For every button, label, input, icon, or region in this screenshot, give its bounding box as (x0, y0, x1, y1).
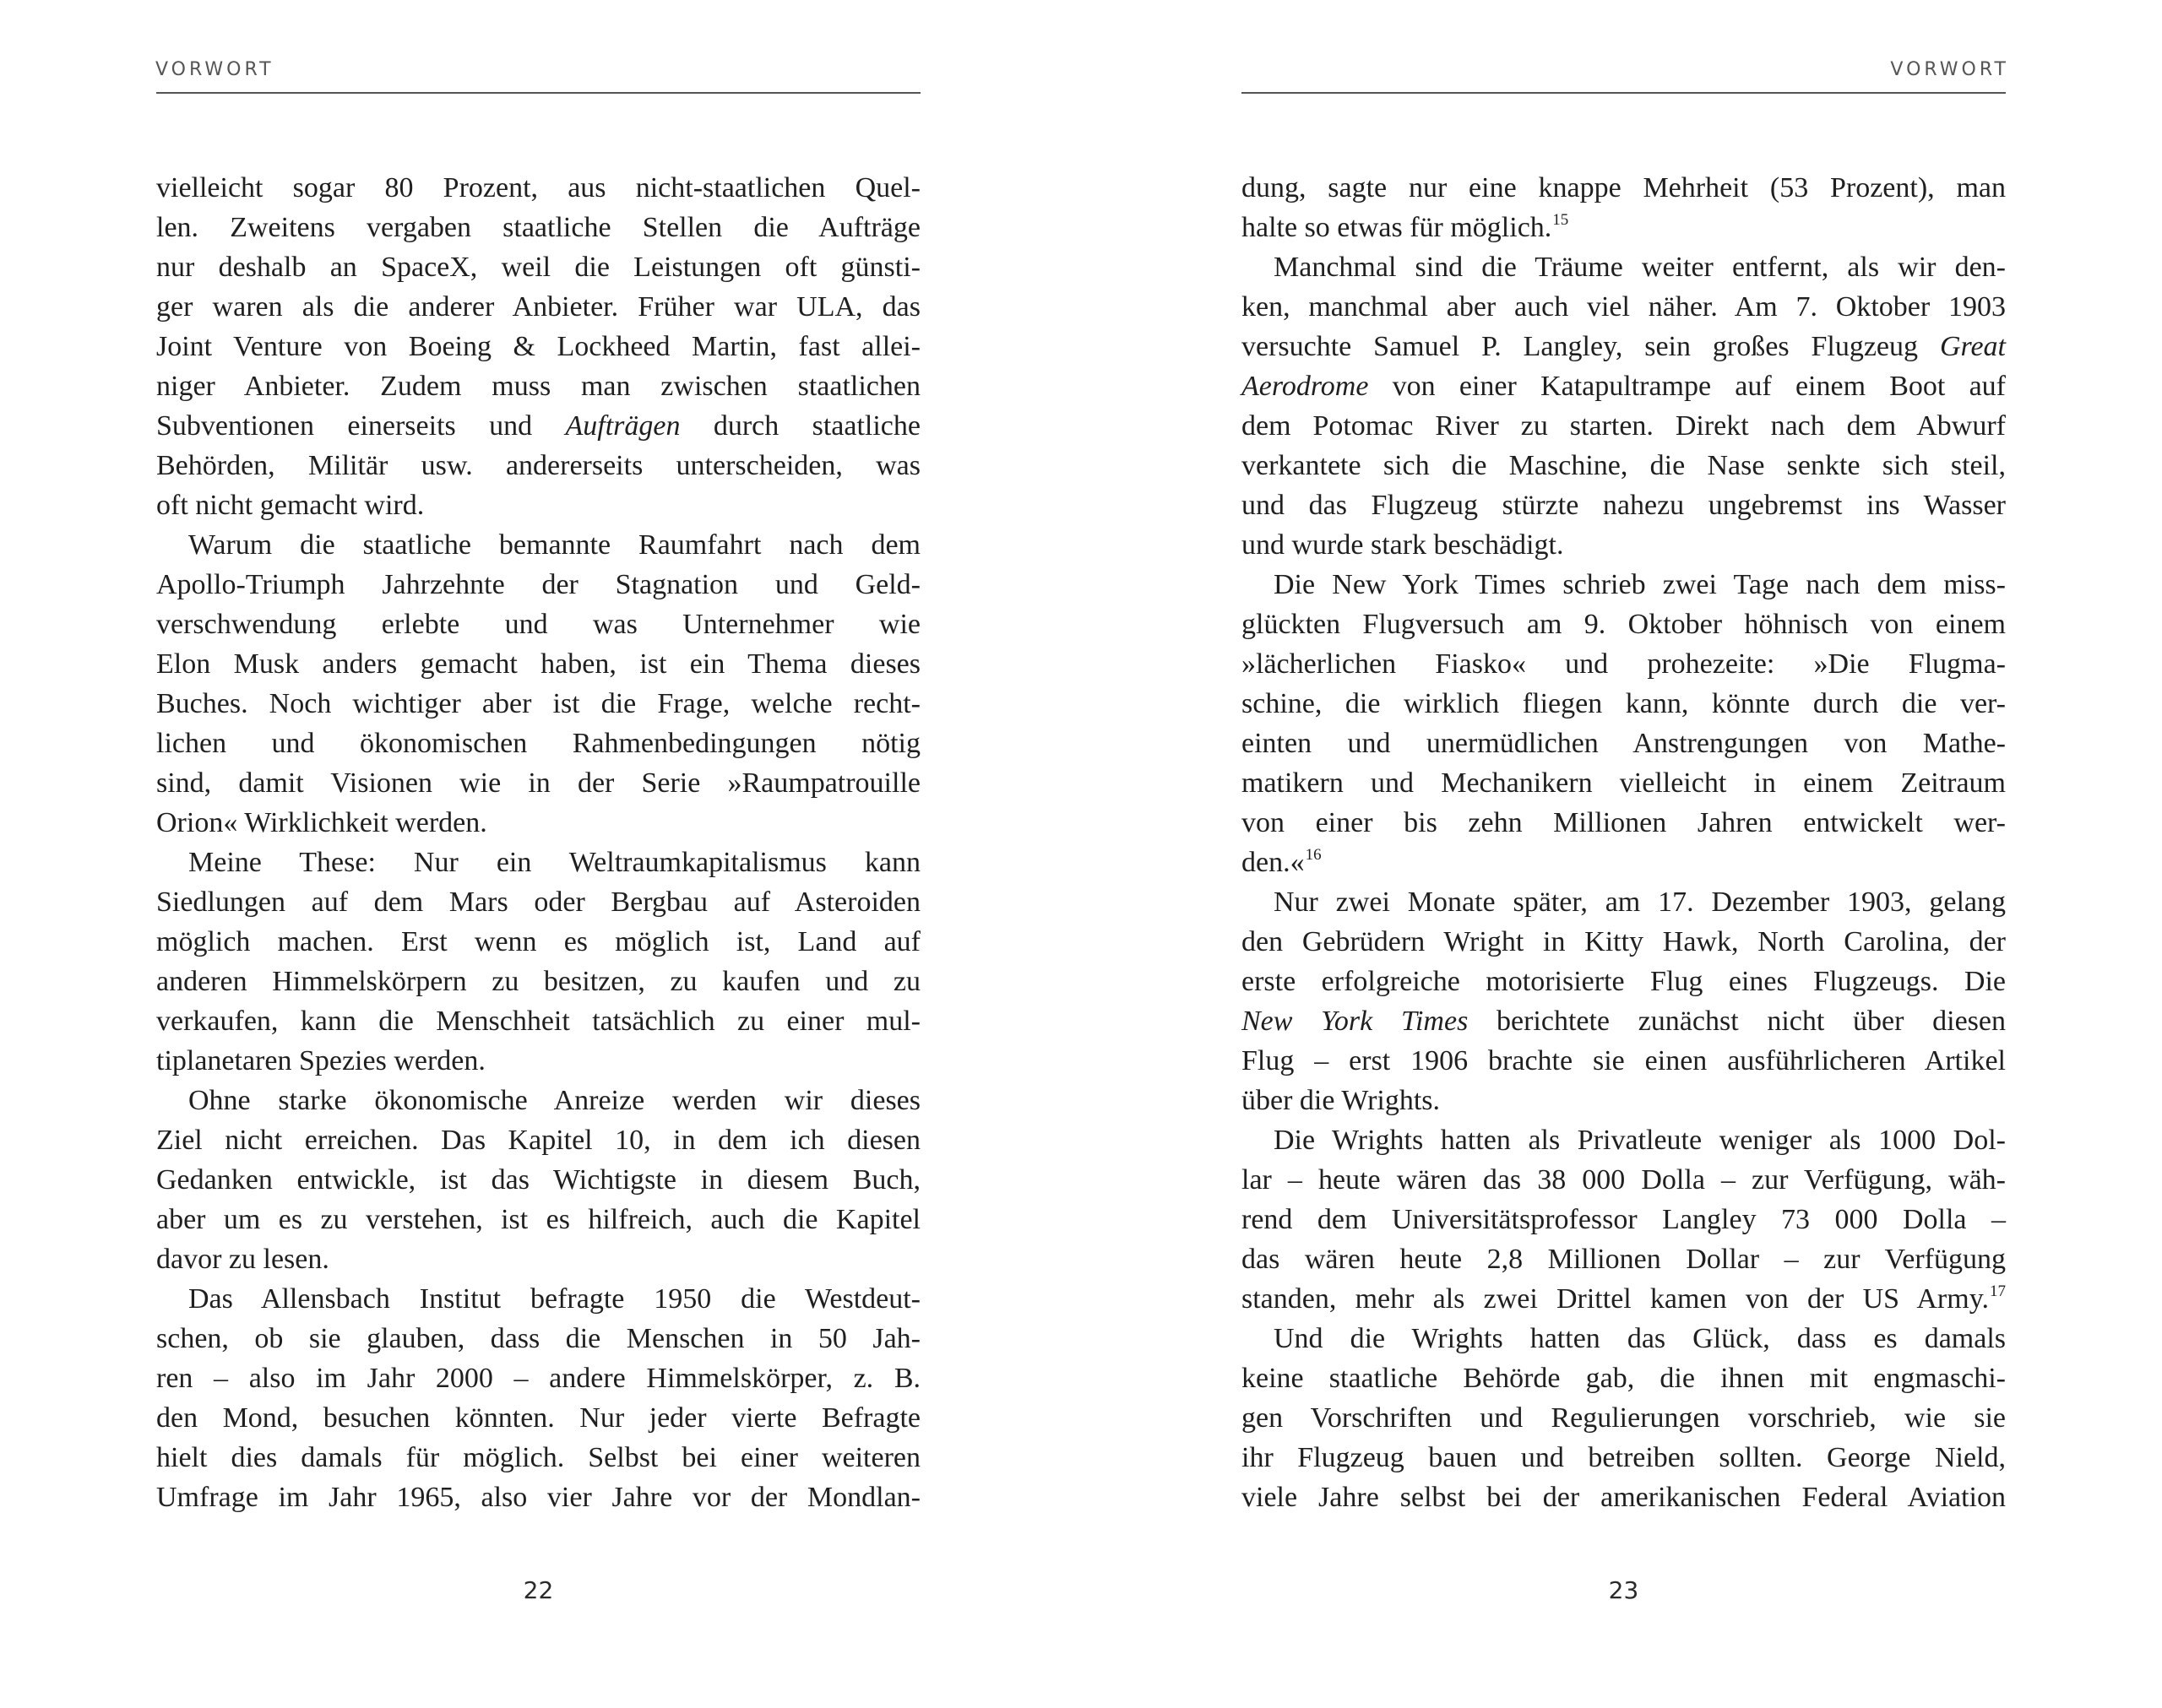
right-page (1241, 0, 2009, 1708)
text-line (1241, 1081, 2006, 1120)
text-run: ger waren als die anderer Anbieter. Früher war ULA, das (156, 291, 921, 323)
text-line (156, 724, 921, 763)
text-line (156, 1398, 921, 1438)
italic-text: Aerodrome (1241, 371, 1369, 402)
text-line (1241, 962, 2006, 1001)
text-line (156, 1358, 921, 1398)
text-run: keine staatliche Behörde gab, die ihnen mit engmaschi- (1241, 1363, 2006, 1394)
text-run: Buches. Noch wichtiger aber ist die Frage, welche recht- (156, 688, 921, 719)
text-run: den Gebrüdern Wright in Kitty Hawk, North Carolina, der (1241, 926, 2006, 957)
text-line (156, 446, 921, 485)
header-rule (1241, 92, 2006, 94)
text-line (1241, 525, 2006, 565)
text-line (156, 485, 921, 525)
text-run: berichtete zunächst nicht über diesen (1468, 1006, 2006, 1037)
text-run: rend dem Universitätsprofessor Langley 73 000 Dolla – (1241, 1204, 2006, 1235)
text-run: verschwendung erlebte und was Unternehmer wie (156, 609, 921, 640)
text-run: Manchmal sind die Träume weiter entfernt, als wir den- (1274, 252, 2006, 283)
text-run: Und die Wrights hatten das Glück, dass es damals (1274, 1323, 2006, 1354)
text-run: durch staatliche (680, 410, 921, 442)
text-line (156, 1200, 921, 1239)
text-line (156, 882, 921, 922)
text-run: dung, sagte nur eine knappe Mehrheit (53 Prozent), man (1241, 172, 2006, 203)
text-line (156, 922, 921, 962)
text-line (156, 287, 921, 327)
text-run: möglich machen. Erst wenn es möglich ist, Land auf (156, 926, 921, 957)
text-line (156, 644, 921, 684)
text-run: Warum die staatliche bemannte Raumfahrt nach dem (188, 529, 921, 561)
paragraph-first-line (156, 843, 921, 882)
text-run: ihr Flugzeug bauen und betreiben sollten. George Nield, (1241, 1442, 2006, 1473)
text-line (1241, 684, 2006, 724)
text-run: von einer bis zehn Millionen Jahren entwickelt wer- (1241, 807, 2006, 838)
text-line (1241, 366, 2006, 406)
paragraph-first-line (1241, 247, 2006, 287)
text-line (156, 1239, 921, 1279)
text-line (156, 803, 921, 843)
text-run: von einer Katapultrampe auf einem Boot auf (1368, 371, 2006, 402)
text-run: standen, mehr als zwei Drittel kamen von der US Army. (1241, 1283, 1989, 1315)
text-run: den.« (1241, 847, 1305, 878)
text-run: lichen und ökonomischen Rahmenbedingungen nötig (156, 728, 921, 759)
text-line (156, 327, 921, 366)
text-run: Elon Musk anders gemacht haben, ist ein Thema dieses (156, 648, 921, 680)
text-line (156, 208, 921, 247)
text-line (1241, 803, 2006, 843)
text-line (1241, 446, 2006, 485)
text-run: »lächerlichen Fiasko« und prohezeite: »Die Flugma- (1241, 648, 2006, 680)
text-run: vielleicht sogar 80 Prozent, aus nicht-staatlichen Quel- (156, 172, 921, 203)
text-line (156, 1319, 921, 1358)
text-run: erste erfolgreiche motorisierte Flug eines Flugzeugs. Die (1241, 966, 2006, 997)
text-run: Flug – erst 1906 brachte sie einen ausführlicheren Artikel (1241, 1045, 2006, 1076)
text-run: anderen Himmelskörpern zu besitzen, zu kaufen und zu (156, 966, 921, 997)
text-run: ren – also im Jahr 2000 – andere Himmelskörper, z. B. (156, 1363, 921, 1394)
text-run: glückten Flugversuch am 9. Oktober höhnisch von einem (1241, 609, 2006, 640)
text-line (1241, 724, 2006, 763)
text-run: aber um es zu verstehen, ist es hilfreich, auch die Kapitel (156, 1204, 921, 1235)
text-line (1241, 1398, 2006, 1438)
paragraph-first-line (156, 525, 921, 565)
paragraph-first-line (156, 1081, 921, 1120)
text-run: dem Potomac River zu starten. Direkt nach dem Abwurf (1241, 410, 2006, 442)
text-line (1241, 1279, 2006, 1319)
text-line (1241, 287, 2006, 327)
text-run: niger Anbieter. Zudem muss man zwischen staatlichen (156, 371, 921, 402)
text-line (1241, 208, 2006, 247)
text-run: Joint Venture von Boeing & Lockheed Martin, fast allei- (156, 331, 921, 362)
text-line (156, 962, 921, 1001)
text-line (156, 366, 921, 406)
italic-text: New York Times (1241, 1006, 1469, 1037)
text-run: halte so etwas für möglich. (1241, 212, 1552, 243)
text-line (1241, 406, 2006, 446)
header-rule (156, 92, 921, 94)
text-line (1241, 327, 2006, 366)
text-run: viele Jahre selbst bei der amerikanischen Federal Aviation (1241, 1482, 2006, 1513)
text-line (156, 605, 921, 644)
text-line (1241, 1478, 2006, 1517)
text-line (156, 406, 921, 446)
running-head: VORWORT (1890, 59, 2009, 80)
text-run: Das Allensbach Institut befragte 1950 die Westdeut- (188, 1283, 921, 1315)
text-line (1241, 485, 2006, 525)
text-run: und das Flugzeug stürzte nahezu ungebremst ins Wasser (1241, 490, 2006, 521)
left-page (156, 0, 921, 1708)
paragraph-first-line (1241, 1319, 2006, 1358)
text-line (1241, 763, 2006, 803)
text-run: davor zu lesen. (156, 1244, 329, 1275)
text-line (156, 1120, 921, 1160)
text-line (1241, 1239, 2006, 1279)
text-line (156, 247, 921, 287)
text-line (156, 1001, 921, 1041)
text-run: Nur zwei Monate später, am 17. Dezember 1903, gelang (1274, 887, 2006, 918)
text-run: gen Vorschriften und Regulierungen vorschrieb, wie sie (1241, 1402, 2006, 1434)
paragraph-first-line (1241, 1120, 2006, 1160)
text-line (1241, 644, 2006, 684)
text-run: Gedanken entwickle, ist das Wichtigste in diesem Buch, (156, 1164, 921, 1196)
paragraph-first-line (1241, 882, 2006, 922)
text-run: nur deshalb an SpaceX, weil die Leistungen oft günsti- (156, 252, 921, 283)
text-run: sind, damit Visionen wie in der Serie »Raumpatrouille (156, 767, 921, 799)
text-run: schen, ob sie glauben, dass die Menschen in 50 Jah- (156, 1323, 921, 1354)
text-run: Die Wrights hatten als Privatleute weniger als 1000 Dol- (1274, 1125, 2006, 1156)
text-run: einten und unermüdlichen Anstrengungen von Mathe- (1241, 728, 2006, 759)
text-run: und wurde stark beschädigt. (1241, 529, 1564, 561)
text-run: Orion« Wirklichkeit werden. (156, 807, 487, 838)
paragraph-first-line (1241, 565, 2006, 605)
text-run: verkaufen, kann die Menschheit tatsächlich zu einer mul- (156, 1006, 921, 1037)
text-run: Meine These: Nur ein Weltraumkapitalismus kann (188, 847, 921, 878)
page-number: 23 (1608, 1576, 1639, 1604)
text-line (1241, 605, 2006, 644)
text-run: matikern und Mechanikern vielleicht in einem Zeitraum (1241, 767, 2006, 799)
text-line (156, 763, 921, 803)
text-line (156, 1478, 921, 1517)
text-run: über die Wrights. (1241, 1085, 1441, 1116)
text-run: schine, die wirklich fliegen kann, könnte durch die ver- (1241, 688, 2006, 719)
text-line (1241, 922, 2006, 962)
text-line (1241, 1438, 2006, 1478)
text-run: hielt dies damals für möglich. Selbst bei einer weiteren (156, 1442, 921, 1473)
text-line (1241, 1200, 2006, 1239)
text-line (1241, 168, 2006, 208)
text-run: len. Zweitens vergaben staatliche Stellen die Aufträge (156, 212, 921, 243)
text-line (156, 1438, 921, 1478)
text-run: tiplanetaren Spezies werden. (156, 1045, 486, 1076)
text-run: versuchte Samuel P. Langley, sein großes Flugzeug (1241, 331, 1940, 362)
text-run: ken, manchmal aber auch viel näher. Am 7. Oktober 1903 (1241, 291, 2006, 323)
text-line (156, 1041, 921, 1081)
text-line (156, 168, 921, 208)
text-run: den Mond, besuchen könnten. Nur jeder vierte Befragte (156, 1402, 921, 1434)
text-line (156, 1160, 921, 1200)
body-text (156, 168, 921, 1517)
italic-text: Great (1939, 331, 2006, 362)
text-run: lar – heute wären das 38 000 Dolla – zur Verfügung, wäh- (1241, 1164, 2006, 1196)
text-run: Die New York Times schrieb zwei Tage nach dem miss- (1274, 569, 2006, 600)
running-head: VORWORT (155, 59, 274, 80)
text-line (1241, 1001, 2006, 1041)
text-run: das wären heute 2,8 Millionen Dollar – zur Verfügung (1241, 1244, 2006, 1275)
text-line (1241, 843, 2006, 882)
text-run: oft nicht gemacht wird. (156, 490, 425, 521)
text-run: verkantete sich die Maschine, die Nase senkte sich steil, (1241, 450, 2006, 481)
footnote-marker: 16 (1305, 846, 1322, 864)
paragraph-first-line (156, 1279, 921, 1319)
text-run: Ziel nicht erreichen. Das Kapitel 10, in dem ich diesen (156, 1125, 921, 1156)
text-run: Umfrage im Jahr 1965, also vier Jahre vor der Mondlan- (156, 1482, 921, 1513)
text-line (156, 684, 921, 724)
text-line (1241, 1358, 2006, 1398)
text-run: Siedlungen auf dem Mars oder Bergbau auf Asteroiden (156, 887, 921, 918)
text-line (1241, 1041, 2006, 1081)
text-run: Behörden, Militär usw. andererseits unterscheiden, was (156, 450, 921, 481)
footnote-marker: 17 (1990, 1282, 2006, 1300)
text-run: Subventionen einerseits und (156, 410, 566, 442)
text-run: Apollo-Triumph Jahrzehnte der Stagnation und Geld- (156, 569, 921, 600)
body-text (1241, 168, 2006, 1517)
footnote-marker: 15 (1552, 211, 1569, 229)
italic-text: Aufträgen (565, 410, 681, 442)
text-line (156, 565, 921, 605)
text-run: Ohne starke ökonomische Anreize werden wir dieses (188, 1085, 921, 1116)
page-number: 22 (523, 1576, 554, 1604)
text-line (1241, 1160, 2006, 1200)
